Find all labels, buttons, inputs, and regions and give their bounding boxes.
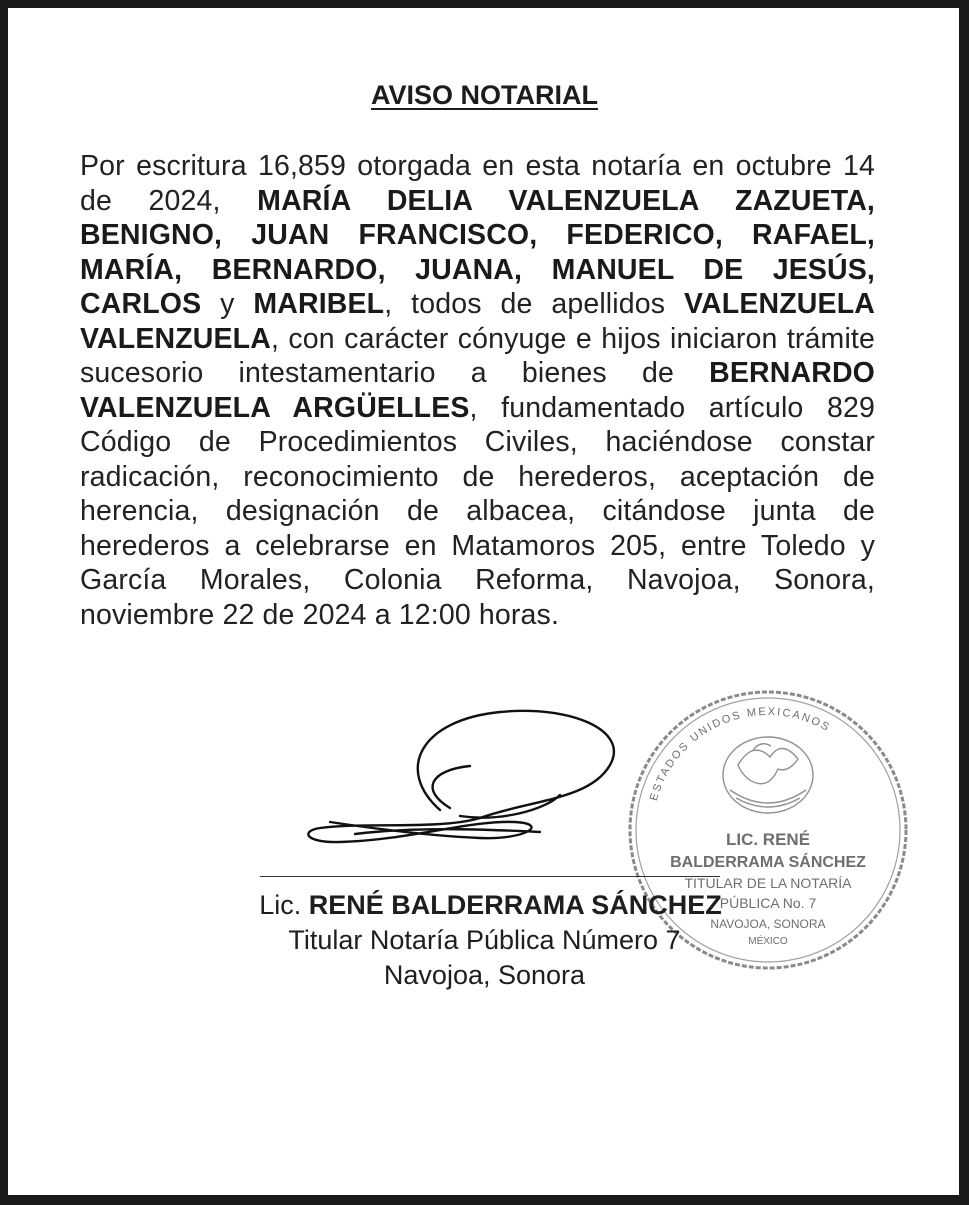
seal-line-5: NAVOJOA, SONORA bbox=[710, 917, 826, 931]
body-segment-bold: VALENZUELA VALENZUELA bbox=[80, 288, 875, 355]
body-segment: y bbox=[201, 288, 254, 320]
signer-name-line bbox=[0, 888, 969, 923]
notice-body bbox=[80, 149, 875, 632]
body-segment: , todos de apellidos bbox=[384, 288, 685, 320]
body-segment-bold: MARÍA DELIA VALENZUELA ZAZUETA, BENIGNO, JUAN FRANCISCO, FEDERICO, RAFAEL, MARÍA, BERNARDO, JUANA, MANUEL DE JESÚS, CARLOS bbox=[80, 184, 875, 320]
seal-line-1: LIC. RENÉ bbox=[725, 830, 811, 849]
body-segment: , fundamentado artículo 829 Código de Procedimientos Civiles, haciéndose constar radicación, reconocimiento de herederos, aceptación de herencia, designación de albacea, citándose junta de herederos a celebrarse en Matamoros 205, entre Toledo y García Morales, Colonia Reforma, Navojoa, Sonora, noviembre 22 de 2024 a 12:00 horas. bbox=[80, 391, 875, 631]
body-segment: Por escritura 16,859 otorgada en esta notaría en octubre 14 de 2024, bbox=[80, 150, 875, 217]
body-segment-bold: MARIBEL bbox=[253, 288, 385, 320]
signer-position: Titular Notaría Pública Número 7 bbox=[288, 925, 681, 955]
notice-title: AVISO NOTARIAL bbox=[371, 80, 598, 110]
body-segment: , con carácter cónyuge e hijos iniciaron trámite sucesorio intestamentario a bienes de bbox=[80, 322, 875, 389]
seal-line-2: BALDERRAMA SÁNCHEZ bbox=[670, 854, 866, 871]
signer-name: RENÉ BALDERRAMA SÁNCHEZ bbox=[308, 890, 722, 920]
seal-line-3: TITULAR DE LA NOTARÍA bbox=[684, 875, 852, 891]
signer-block bbox=[0, 888, 969, 993]
seal-line-4: PÚBLICA No. 7 bbox=[719, 895, 817, 911]
body-segment-bold: BERNARDO VALENZUELA ARGÜELLES bbox=[80, 357, 875, 424]
seal-ring-text: ESTADOS UNIDOS MEXICANOS bbox=[647, 705, 833, 803]
signer-location: Navojoa, Sonora bbox=[383, 960, 586, 990]
seal-line-6: MÉXICO bbox=[748, 936, 788, 947]
signer-prefix: Lic. bbox=[259, 890, 309, 920]
